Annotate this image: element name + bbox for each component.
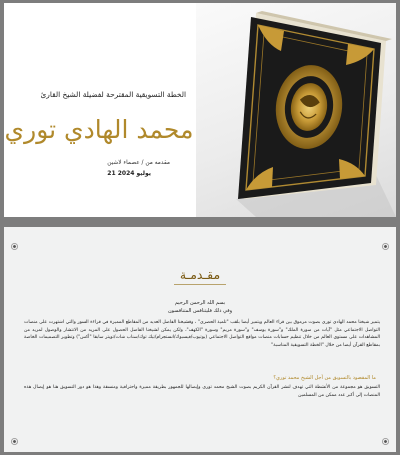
calligraphy-name — [4, 104, 194, 150]
quran-book-photo — [196, 3, 396, 217]
prepared-by: مقدمه من / عصماء لاشين — [107, 160, 170, 166]
cover-page — [4, 3, 396, 217]
intro-paragraph: يتميز شيخنا محمد الهادي توري بصوت مرموق بين قراء العالم ويتميز أيضا بلقب "تلميذ الحصري" ، وقشيخنا الفاضل العديد من المقاطع المميزة في قراءة السور والتي اشتهرت على منصات التواصل الاجتماعي مثل "آيات من سورة الملك" و"سورة يوسف" و"سورة مريم" وسورة "الكهف"، ولكن يمكن لشيخنا الفاضل الحصول على المزيد من الانتشار والوصول لمزيد من المشاهدات على مستوى العالم من خلال تنظيم حسابات منصات مواقع التواصل الاجتماعي (يوتيوب/فيسبوك/انستجرام/تيك توك/سناب شات/تويتر سابقا "أكس") وتطوير التصميمات الخاصة بمقاطع القرآن أيضا من خلال "الخطة التسويقية المناسبة" — [24, 320, 380, 348]
corner-dot-icon — [382, 243, 389, 250]
intro-subheading: ما المقصود بالتسويق من أجل الشيخ محمد توري؟ — [273, 375, 376, 381]
basmala: بسم الله الرحمن الرحيم — [174, 300, 226, 306]
heading-underline — [174, 284, 226, 285]
cover-date: 21 يوليو 2024 — [107, 170, 151, 177]
marketing-paragraph: التسويق هو مجموعة من الأنشطة التي تهدف لنشر القرآن الكريم بصوت الشيخ محمد توري وإيصالها للجمهور بطريقة مميزة واحترافية ومنسقة وهذا هو دور التسويق هنا هو إيصال هذه المنصات إلى أكبر عدد ممكن من المسلمين — [24, 385, 380, 398]
cover-title: الخطة التسويقية المقترحة لفضيلة الشيخ القارئ — [40, 90, 186, 99]
quran-book-illustration — [196, 3, 396, 217]
introduction-page — [4, 227, 396, 452]
cover-name: محمد الهادي توري — [4, 115, 194, 144]
greeting: وفي ذلك فليتنافس المتنافسون — [167, 308, 232, 314]
intro-heading: مقـدمـة — [179, 267, 221, 282]
corner-dot-icon — [11, 438, 18, 445]
corner-dot-icon — [11, 243, 18, 250]
corner-dot-icon — [382, 438, 389, 445]
